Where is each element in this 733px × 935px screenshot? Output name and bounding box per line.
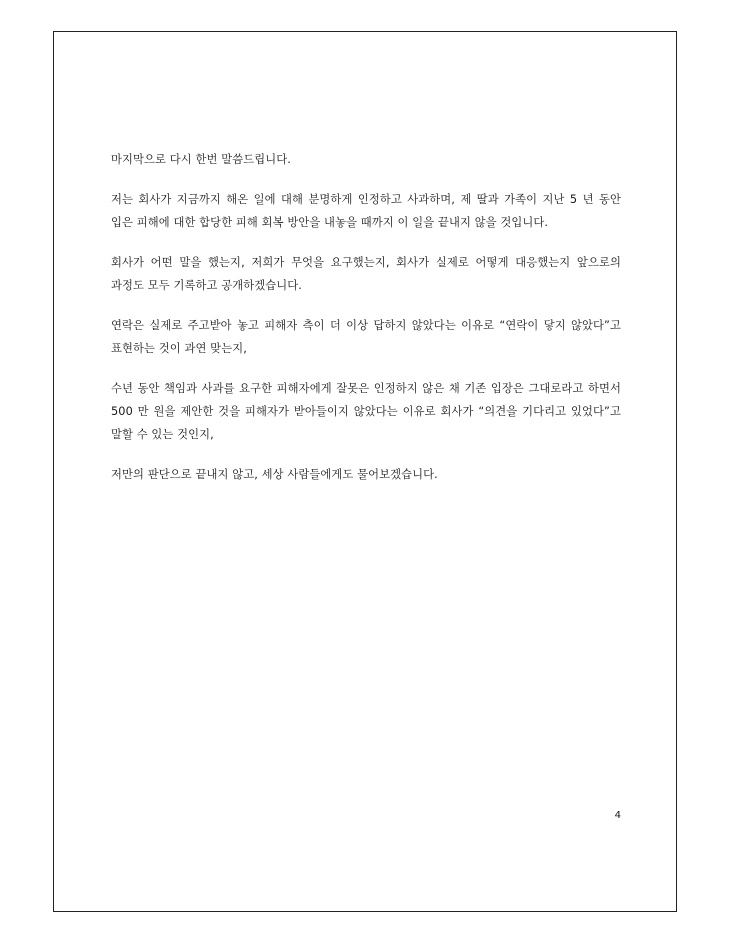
paragraph-question-offer: 수년 동안 책임과 사과를 요구한 피해자에게 잘못은 인정하지 않은 채 기존 입장은 그대로라고 하면서 500 만 원을 제안한 것을 피해자가 받아들이지 않았다는 이유로 회사가 “의견을 기다리고 있었다”고 말할 수 있는 것인지, <box>111 382 621 441</box>
document-body <box>111 148 621 503</box>
paragraph-demand: 저는 회사가 지금까지 해온 일에 대해 분명하게 인정하고 사과하며, 제 딸과 가족이 지난 5 년 동안 입은 피해에 대한 합당한 피해 회복 방안을 내놓을 때까지 이 일을 끝내지 않을 것입니다. <box>111 193 621 229</box>
paragraph-closing-statement: 마지막으로 다시 한번 말씀드립니다. <box>111 153 291 166</box>
paragraph-record-commitment: 회사가 어떤 말을 했는지, 저희가 무엇을 요구했는지, 회사가 실제로 어떻게 대응했는지 앞으로의 과정도 모두 기록하고 공개하겠습니다. <box>111 256 621 292</box>
page-number: 4 <box>614 810 621 821</box>
paragraph-question-contact: 연락은 실제로 주고받아 놓고 피해자 측이 더 이상 답하지 않았다는 이유로 “연락이 닿지 않았다”고 표현하는 것이 과연 맞는지, <box>111 319 621 355</box>
paragraph-public-question: 저만의 판단으로 끝내지 않고, 세상 사람들에게도 물어보겠습니다. <box>111 468 438 481</box>
document-page <box>53 31 677 912</box>
